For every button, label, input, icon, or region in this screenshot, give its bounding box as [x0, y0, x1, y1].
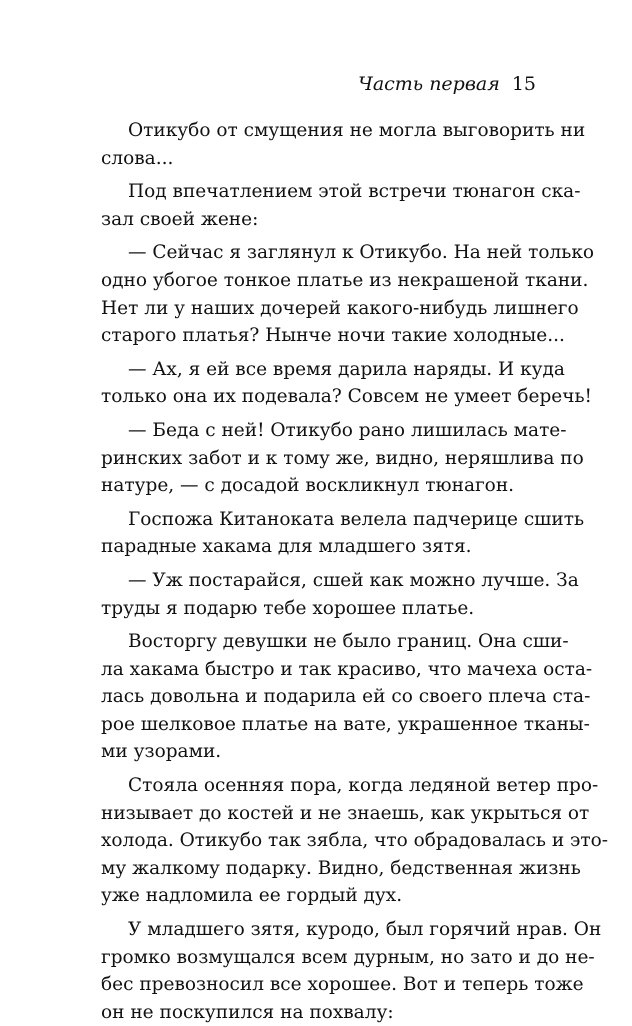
text-line: — Сейчас я заглянул к Отикубо. На ней только [128, 242, 595, 264]
text-line: он не поскупился на похвалу: [101, 1001, 394, 1023]
text-line: слова... [101, 147, 174, 169]
text-line: У младшего зятя, куродо, был горячий нрав. Он [128, 919, 602, 941]
text-line: рое шелковое платье на вате, украшенное тканы- [101, 713, 590, 735]
text-line: Госпожа Китаноката велела падчерице сшить [128, 508, 585, 530]
paragraph [101, 628, 593, 766]
text-line: лась довольна и подарила ей со своего плеча ста- [101, 686, 591, 708]
text-line: му жалкому подарку. Видно, бедственная жизнь [101, 857, 581, 879]
text-line: бес превозносил все хорошее. Вот и теперь тоже [101, 974, 584, 996]
paragraph [101, 356, 592, 411]
section-title: Часть первая [358, 73, 500, 95]
text-line: ринских забот и к тому же, видно, неряшлива по [101, 447, 584, 469]
text-line: парадные хакама для младшего зятя. [101, 536, 472, 558]
text-line: Под впечатлением этой встречи тюнагон ска- [128, 181, 581, 203]
text-line: Стояла осенняя пора, когда ледяной ветер про- [128, 775, 599, 797]
text-line: уже надломила ее гордый дух. [101, 885, 403, 907]
text-line: одно убогое тонкое платье из некрашеной ткани. [101, 269, 589, 291]
text-line: Восторгу девушки не было границ. Она сши- [128, 631, 569, 653]
paragraph [101, 239, 595, 349]
paragraph [101, 567, 579, 622]
text-line: ла хакама быстро и так красиво, что мачеха оста- [101, 658, 593, 680]
paragraph [101, 916, 602, 1026]
text-line: Нет ли у наших дочерей какого-нибудь лишнего [101, 297, 579, 319]
paragraph [101, 117, 586, 172]
text-line: холода. Отикубо так зябла, что обрадовалась и это- [101, 830, 609, 852]
text-line: — Уж постарайся, сшей как можно лучше. За [128, 569, 579, 591]
body-text [101, 117, 609, 1026]
paragraph [101, 417, 584, 500]
text-line: только она их подевала? Совсем не умеет беречь! [101, 386, 592, 408]
running-header [358, 72, 536, 96]
text-line: — Ах, я ей все время дарила наряды. И куда [128, 358, 565, 380]
text-line: Отикубо от смущения не могла выговорить ни [128, 120, 586, 141]
paragraph [101, 506, 585, 561]
text-line: громко возмущался всем дурным, но зато и до не- [101, 946, 595, 968]
text-line: ми узорами. [101, 741, 222, 763]
paragraph [101, 178, 581, 233]
paragraph [101, 772, 609, 910]
text-line: труды я подарю тебе хорошее платье. [101, 597, 475, 619]
text-line: старого платья? Нынче ночи такие холодные... [101, 325, 565, 347]
page-number: 15 [511, 73, 536, 95]
text-line: — Беда с ней! Отикубо рано лишилась мате- [128, 419, 567, 441]
text-line: низывает до костей и не знаешь, как укрыться от [101, 802, 590, 824]
text-line: натуре, — с досадой воскликнул тюнагон. [101, 475, 515, 497]
text-line: зал своей жене: [101, 208, 259, 230]
